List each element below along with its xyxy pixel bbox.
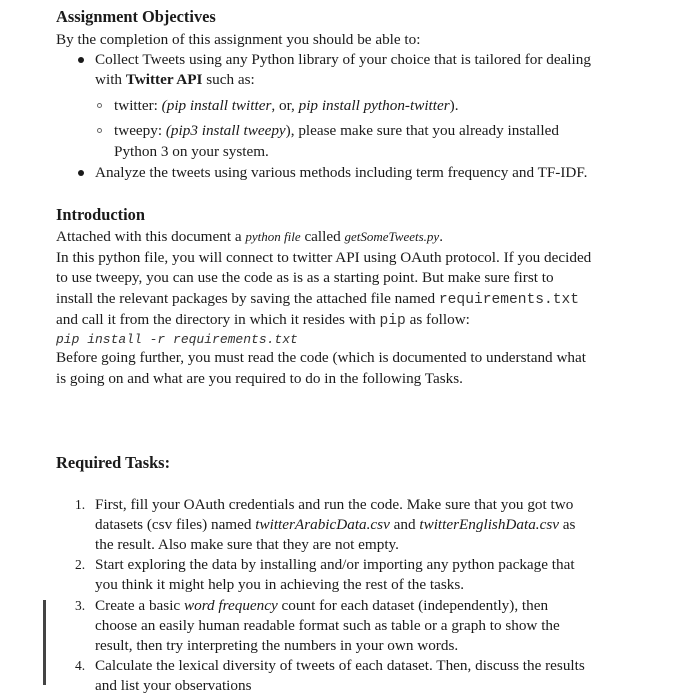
sub-bullet-icon	[97, 128, 102, 133]
introduction-line-4: install the relevant packages by saving the attached file named requirements.txt	[56, 290, 580, 308]
task-1-line-3: the result. Also make sure that they are not empty.	[95, 536, 399, 553]
task-number: 3.	[75, 598, 86, 613]
introduction-line-7: is going on and what are you required to do in the following Tasks.	[56, 370, 463, 387]
task-1-line-1: First, fill your OAuth credentials and run the code. Make sure that you got two	[95, 496, 574, 513]
task-2-line-1: Start exploring the data by installing and/or importing any python package that	[95, 556, 575, 573]
objective-bullet-2: Analyze the tweets using various methods including term frequency and TF-IDF.	[95, 164, 588, 181]
task-4-line-1: Calculate the lexical diversity of tweets of each dataset. Then, discuss the results	[95, 657, 585, 674]
introduction-line-6: Before going further, you must read the code (which is documented to understand what	[56, 349, 586, 366]
task-4-line-2: and list your observations	[95, 677, 252, 694]
tasks-heading: Required Tasks:	[56, 453, 171, 472]
objectives-intro: By the completion of this assignment you should be able to:	[56, 31, 421, 48]
task-number: 4.	[75, 658, 86, 673]
task-2-line-2: you think it might help you in achieving the rest of the tasks.	[95, 576, 465, 593]
sub-bullet-icon	[97, 103, 102, 108]
objective-bullet-1-line-2: with Twitter API such as:	[95, 71, 255, 88]
bullet-icon	[78, 57, 84, 63]
task-3-line-3: result, then try interpreting the numbers in your own words.	[95, 637, 459, 654]
margin-change-bar	[43, 600, 46, 685]
introduction-line-5: and call it from the directory in which it resides with pip as follow:	[56, 311, 470, 329]
task-3-line-1: Create a basic word frequency count for each dataset (independently), then	[95, 597, 549, 614]
objectives-heading: Assignment Objectives	[56, 7, 216, 26]
introduction-heading: Introduction	[56, 205, 145, 224]
introduction-line-2: In this python file, you will connect to twitter API using OAuth protocol. If you decided	[56, 249, 592, 266]
bullet-icon	[78, 170, 84, 176]
task-3-line-2: choose an easily human readable format such as table or a graph to show the	[95, 617, 560, 634]
task-number: 1.	[75, 497, 86, 512]
task-number: 2.	[75, 557, 86, 572]
introduction-line-1: Attached with this document a python file called getSomeTweets.py.	[56, 228, 444, 245]
pip-install-command: pip install -r requirements.txt	[56, 332, 298, 347]
sub-bullet-tweepy-line-1: tweepy: (pip3 install tweepy), please make sure that you already installed	[114, 122, 559, 139]
sub-bullet-tweepy-line-2: Python 3 on your system.	[114, 143, 269, 160]
task-1-line-2: datasets (csv files) named twitterArabicData.csv and twitterEnglishData.csv as	[95, 516, 576, 533]
sub-bullet-twitter: twitter: (pip install twitter, or, pip install python-twitter).	[114, 97, 459, 114]
introduction-line-3: to use tweepy, you can use the code as is as a starting point. But make sure first to	[56, 269, 554, 286]
objective-bullet-1-line-1: Collect Tweets using any Python library of your choice that is tailored for dealing	[95, 51, 591, 68]
